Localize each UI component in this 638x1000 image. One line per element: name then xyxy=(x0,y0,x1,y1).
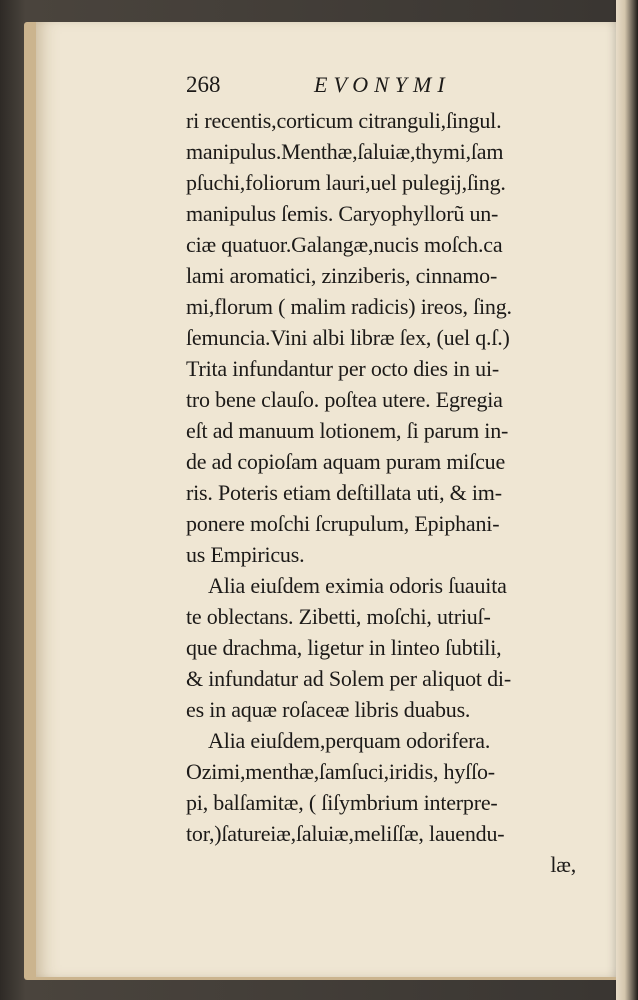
text-line: Ozimi,menthæ,ſamſuci,iridis, hyſſo- xyxy=(186,759,495,784)
text-line: pi, balſamitæ, ( ſiſymbrium interpre- xyxy=(186,790,498,815)
text-line: mi,florum ( malim radicis) ireos, ſing. xyxy=(186,294,512,319)
running-head: EVONYMI xyxy=(314,72,451,97)
text-line: te oblectans. Zibetti, moſchi, utriuſ- xyxy=(186,604,491,629)
catchword: læ, xyxy=(550,852,576,877)
text-line: lami aromatici, zinziberis, cinnamo- xyxy=(186,263,498,288)
text-line: de ad copioſam aquam puram miſcue xyxy=(186,449,506,474)
text-line: ri recentis,corticum citranguli,ſingul. xyxy=(186,108,502,133)
text-line: ponere moſchi ſcrupulum, Epiphani- xyxy=(186,511,500,536)
body-text xyxy=(186,105,586,880)
text-line: ſemuncia.Vini albi libræ ſex, (uel q.ſ.) xyxy=(186,325,510,350)
text-line: manipulus.Menthæ,ſaluiæ,thymi,ſam xyxy=(186,139,504,164)
text-line: Trita infundantur per octo dies in ui- xyxy=(186,356,499,381)
text-line: ris. Poteris etiam deſtillata uti, & im- xyxy=(186,480,502,505)
paragraph-start-line: Alia eiuſdem eximia odoris ſuauita xyxy=(208,573,507,598)
text-line: que drachma, ligetur in linteo ſubtili, xyxy=(186,635,502,660)
text-line: tor,)ſatureiæ,ſaluiæ,meliſſæ, lauendu- xyxy=(186,821,505,846)
text-line: ciæ quatuor.Galangæ,nucis moſch.ca xyxy=(186,232,503,257)
paragraph-start-line: Alia eiuſdem,perquam odorifera. xyxy=(208,728,491,753)
text-line: es in aquæ roſaceæ libris duabus. xyxy=(186,697,471,722)
text-line: pſuchi,foliorum lauri,uel pulegij,ſing. xyxy=(186,170,506,195)
text-line: us Empiricus. xyxy=(186,542,305,567)
text-line: & infundatur ad Solem per aliquot di- xyxy=(186,666,511,691)
text-line: manipulus ſemis. Caryophyllorũ un- xyxy=(186,201,499,226)
page-header xyxy=(186,68,586,102)
page-number: 268 xyxy=(186,72,221,97)
text-line: eſt ad manuum lotionem, ſi parum in- xyxy=(186,418,509,443)
text-line: tro bene clauſo. poſtea utere. Egregia xyxy=(186,387,503,412)
facing-page-edge xyxy=(616,0,638,1000)
